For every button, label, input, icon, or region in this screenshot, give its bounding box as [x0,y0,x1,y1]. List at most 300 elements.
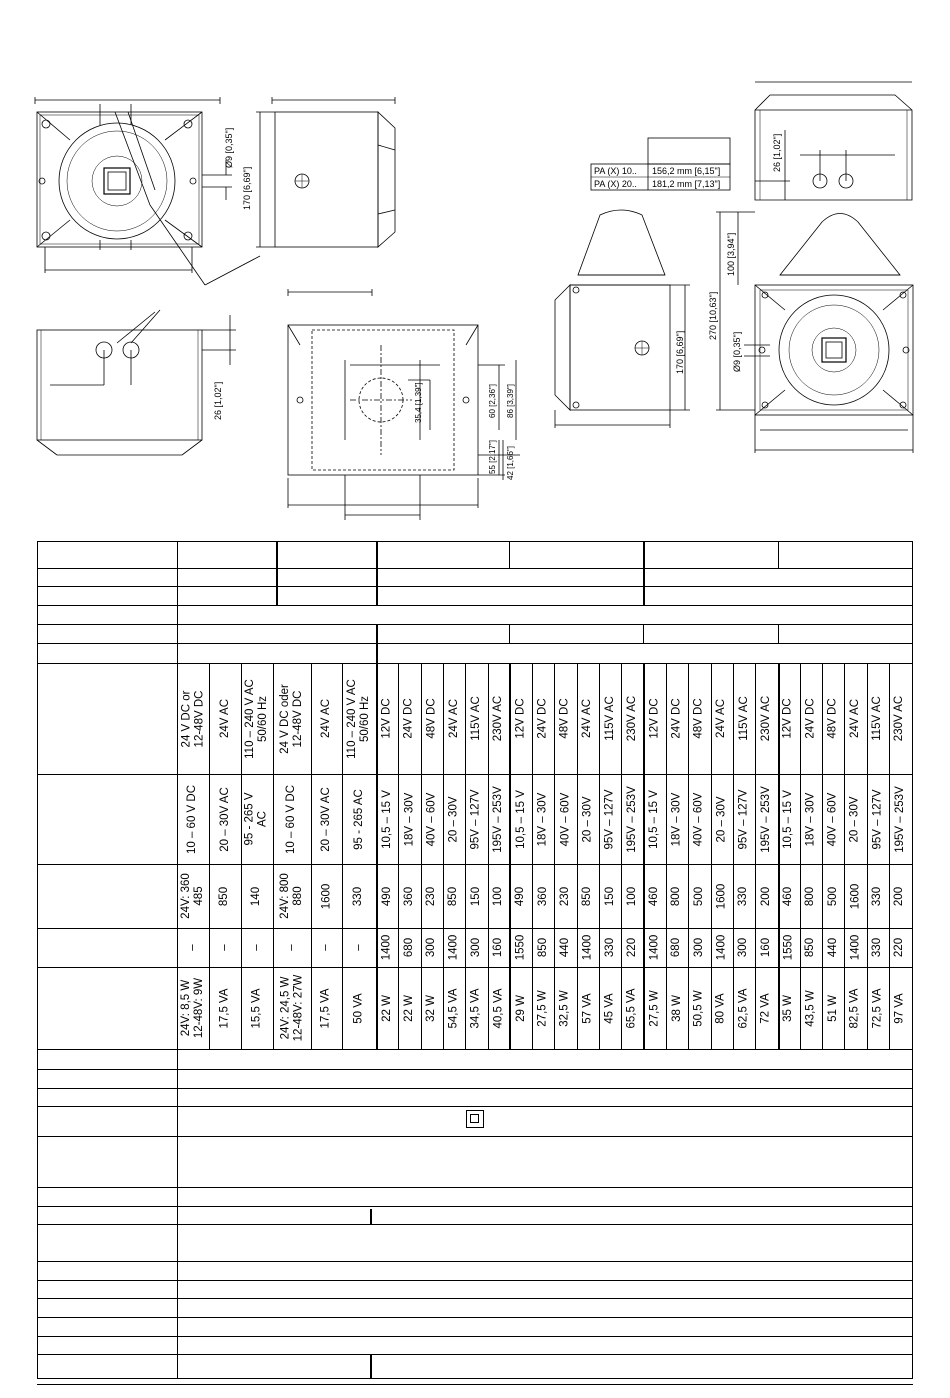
cell-text: 48V DC [692,698,705,739]
table-cell-inrush [577,928,599,967]
table-cell-power [889,967,911,1049]
table-cell-inrush [421,928,443,967]
cell-text: 10,5 – 15 V [648,789,661,849]
cell-text: 360 [402,886,415,906]
sounder-side-view-drawing [555,210,690,428]
table-cell-current [867,864,889,928]
cell-text: 24V DC [804,698,817,739]
table-row-line [37,1049,913,1050]
table-cell-range [621,774,643,864]
table-cell-inrush [688,928,710,967]
table-cell-current [688,864,710,928]
specifications-table [37,541,913,1379]
cell-text: 48V DC [559,698,572,739]
table-cell-voltage [711,663,733,774]
cell-text: – [250,944,263,951]
table-cell-inrush [342,928,376,967]
table-row-line [37,1088,913,1089]
table-cell-power [800,967,822,1049]
dim-hole-right: Ø9 [0,35"] [732,331,742,372]
cell-text: 20 – 30V [715,795,728,843]
cell-text: 115V AC [871,696,884,741]
table-cell-power [510,967,532,1049]
table-cell-current [733,864,755,928]
cell-text: 18V – 30V [402,792,415,846]
table-cell-power [532,967,554,1049]
cell-text: 24 V DC or 12-48V DC [180,690,206,747]
cell-text: 330 [603,937,616,958]
table-cell-power [777,967,799,1049]
cell-text: 500 [826,886,839,906]
table-cell-inrush [621,928,643,967]
table-cell-power [177,967,209,1049]
table-row-line [37,1261,913,1262]
table-column-line [778,542,779,568]
cell-text: 95V – 127V [603,788,616,850]
table-cell-voltage [733,663,755,774]
cell-text: 32 W [425,994,438,1022]
cell-text: 1400 [848,934,861,961]
cell-text: 40V – 60V [826,792,839,846]
dim-35: 35,4 [1,39"] [414,382,423,423]
cell-text: 220 [625,937,638,958]
table-cell-current [421,864,443,928]
cell-text: 24V AC [848,699,861,738]
table-cell-current [666,864,688,928]
cell-text: 18V – 30V [804,792,817,846]
cell-text: 50 VA [352,992,365,1024]
cell-text: 72 VA [759,992,772,1024]
cell-text: 680 [670,937,683,958]
table-cell-range [844,774,866,864]
table-cell-inrush [844,928,866,967]
cell-text: 230V AC [759,695,772,742]
table-row-line [37,1224,913,1225]
table-cell-power [311,967,342,1049]
table-cell-inrush [666,928,688,967]
table-cell-current [532,864,554,928]
table-cell-inrush [889,928,911,967]
table-cell-power [209,967,241,1049]
protection-class-symbol-icon [466,1110,484,1128]
table-cell-power [599,967,621,1049]
cell-text: 40V – 60V [692,792,705,846]
cell-text: 300 [469,937,482,958]
table-column-line [37,542,38,1378]
cell-text: 95 - 265 V AC [244,792,270,846]
cell-text: 20 – 30V [581,795,594,843]
cell-text: 330 [352,886,365,906]
table-cell-range [644,774,666,864]
cell-text: 17,5 VA [320,987,333,1029]
cell-text: 35 W [782,994,795,1022]
table-cell-range [421,774,443,864]
cell-text: 300 [425,937,438,958]
table-row-line [37,568,913,569]
cell-text: 12V DC [782,698,795,739]
dim-height-side-right: 170 [6,69"] [675,330,685,374]
cell-text: 230V AC [625,695,638,742]
table-row-line [37,1136,913,1137]
dim-hole-front: Ø9 [0,35"] [224,127,234,168]
cell-text: 50,5 W [692,989,705,1027]
table-row-line [37,1187,913,1188]
cell-text: – [352,944,365,951]
table-cell-current [465,864,487,928]
cell-text: 1400 [648,934,661,961]
technical-drawings [0,0,950,530]
table-cell-inrush [822,928,844,967]
cell-text: – [186,944,199,951]
cell-text: 220 [893,937,906,958]
cell-text: 43,5 W [804,989,817,1027]
table-cell-voltage [465,663,487,774]
table-column-line [370,1354,372,1378]
table-cell-range [800,774,822,864]
table-cell-range [488,774,510,864]
table-cell-range [666,774,688,864]
table-cell-current [800,864,822,928]
table-cell-inrush [177,928,209,967]
cell-text: 500 [692,886,705,906]
cell-text: 490 [514,886,527,906]
cell-text: 150 [469,886,482,906]
table-cell-voltage [421,663,443,774]
table-cell-voltage [443,663,465,774]
cell-text: 460 [782,886,795,906]
cell-text: 20 – 30V AC [320,786,333,852]
cell-text: 72,5 VA [871,987,884,1029]
table-row-line [37,1354,913,1355]
cell-text: – [320,944,332,951]
table-cell-power [822,967,844,1049]
table-cell-range [342,774,376,864]
dim-270: 270 [10,63"] [708,291,718,340]
table-cell-current [376,864,398,928]
table-cell-current [755,864,777,928]
table-cell-power [342,967,376,1049]
table-cell-range [376,774,398,864]
table-cell-voltage [621,663,643,774]
table-cell-inrush [733,928,755,967]
table-row-line [37,1069,913,1070]
cell-text: 160 [759,937,772,958]
table-row-line [37,586,913,587]
cell-text: 195V – 253V [492,785,505,853]
cell-text: 110 – 240 V AC 50/60 Hz [346,678,371,759]
cell-text: 1400 [380,934,393,961]
table-cell-power [273,967,311,1049]
cell-text: 1400 [715,934,728,961]
table-row-line [37,1336,913,1337]
cell-text: 10 – 60 V DC [285,784,298,854]
table-cell-power [554,967,576,1049]
cell-text: 330 [871,886,884,906]
table-column-line [376,542,378,605]
cell-text: 20 – 30V AC [218,786,231,852]
variant-1-model: PA (X) 10.. [594,166,637,176]
cell-text: 24V AC [715,699,728,738]
cell-text: 195V – 253V [893,785,906,853]
table-column-line [509,542,510,568]
table-cell-inrush [241,928,273,967]
dim-bottom-height: 26 [1,02"] [213,381,223,420]
table-cell-voltage [889,663,911,774]
table-cell-current [577,864,599,928]
table-cell-power [577,967,599,1049]
table-cell-power [844,967,866,1049]
table-cell-current [488,864,510,928]
table-cell-inrush [273,928,311,967]
cell-text: 38 W [670,994,683,1022]
table-cell-current [311,864,342,928]
cell-text: 18V – 30V [536,792,549,846]
cell-text: 65,5 VA [625,987,638,1029]
cell-text: 29 W [514,994,527,1022]
variant-2-model: PA (X) 20.. [594,179,637,189]
table-cell-current [443,864,465,928]
table-cell-inrush [644,928,666,967]
cell-text: 80 VA [715,992,728,1024]
cell-text: 22 W [402,994,415,1022]
cell-text: 300 [692,937,705,958]
cell-text: 45 VA [603,992,616,1024]
cell-text: 62,5 VA [737,987,750,1029]
table-cell-inrush [510,928,532,967]
table-cell-current [711,864,733,928]
cell-text: 24V: 8,5 W 12-48V: 9W [180,977,206,1039]
cell-text: 230V AC [893,695,906,742]
cell-text: 34,5 VA [469,987,482,1029]
table-cell-range [241,774,273,864]
table-row-line [37,605,913,606]
table-cell-range [711,774,733,864]
table-row-line [37,1317,913,1318]
table-cell-inrush [599,928,621,967]
cell-text: 24V AC [320,699,332,738]
cell-text: 100 [492,886,505,906]
cell-text: 24V DC [402,698,415,739]
table-cell-current [177,864,209,928]
table-cell-inrush [209,928,241,967]
cell-text: 1600 [320,883,332,909]
table-cell-inrush [711,928,733,967]
cell-text: 150 [603,886,616,906]
table-cell-voltage [398,663,420,774]
table-cell-range [554,774,576,864]
cell-text: 24V: 24,5 W 12-48V: 27W [279,974,305,1042]
cell-text: 195V – 253V [759,785,772,853]
cell-text: 82,5 VA [848,987,861,1029]
table-cell-range [177,774,209,864]
dim-55: 55 [2,17"] [488,440,497,474]
table-cell-current [644,864,666,928]
table-cell-voltage [177,663,209,774]
dim-42: 42 [1,66"] [506,446,515,480]
table-column-line [778,624,779,643]
table-cell-voltage [666,663,688,774]
cell-text: 1400 [581,934,594,961]
table-cell-inrush [777,928,799,967]
table-column-line [370,1209,372,1224]
table-cell-inrush [488,928,510,967]
table-row-line [37,1206,913,1207]
table-cell-range [510,774,532,864]
table-cell-current [510,864,532,928]
table-cell-power [666,967,688,1049]
footer-line [37,1384,913,1385]
cell-text: 24V AC [218,699,231,738]
dim-60: 60 [2,36"] [488,384,497,418]
table-cell-voltage [800,663,822,774]
table-cell-range [465,774,487,864]
dim-100: 100 [3,94"] [726,232,736,276]
cell-text: 95V – 127V [469,788,482,850]
table-cell-current [398,864,420,928]
table-cell-inrush [532,928,554,967]
table-cell-voltage [311,663,342,774]
cell-text: 110 – 240 V AC 50/60 Hz [244,678,269,759]
cell-text: 330 [737,886,750,906]
cell-text: 54,5 VA [447,987,460,1029]
cell-text: 230V AC [492,695,505,742]
table-cell-range [889,774,911,864]
sounder-front-view-drawing [716,212,913,453]
table-cell-voltage [688,663,710,774]
table-cell-current [777,864,799,928]
cell-text: 850 [804,937,817,958]
table-cell-range [443,774,465,864]
cell-text: 95V – 127V [737,788,750,850]
table-cell-power [398,967,420,1049]
cell-text: 800 [804,886,817,906]
side-view-drawing [256,97,395,247]
cell-text: 24V: 360 485 [180,873,205,919]
cell-text: 230 [425,886,438,906]
cell-text: 330 [871,937,884,958]
cell-text: 10 – 60 V DC [186,784,199,854]
cell-text: 20 – 30V [848,795,861,843]
table-row-line [37,1298,913,1299]
cell-text: 17,5 VA [218,987,231,1029]
cell-text: 40V – 60V [559,792,572,846]
table-cell-power [711,967,733,1049]
table-cell-voltage [273,663,311,774]
table-cell-range [777,774,799,864]
bottom-view-drawing [37,310,236,455]
cell-text: 95 - 265 AC [352,788,365,850]
cell-text: 460 [648,886,661,906]
table-cell-current [209,864,241,928]
table-cell-inrush [867,928,889,967]
table-cell-power [376,967,398,1049]
table-cell-power [688,967,710,1049]
table-cell-voltage [510,663,532,774]
table-column-line [912,542,913,1378]
cell-text: 1600 [848,883,861,909]
cell-text: – [285,944,298,951]
cell-text: – [218,944,231,951]
table-cell-voltage [342,663,376,774]
cell-text: 12V DC [648,698,661,739]
table-cell-range [822,774,844,864]
table-cell-range [532,774,554,864]
table-cell-voltage [644,663,666,774]
cell-text: 32,5 W [559,989,572,1027]
table-column-line [643,624,644,643]
variant-2-size: 181,2 mm [7,13"] [652,179,721,189]
table-cell-current [342,864,376,928]
table-cell-voltage [755,663,777,774]
cell-text: 48V DC [425,698,438,739]
cell-text: 1550 [782,934,795,961]
table-cell-range [867,774,889,864]
cell-text: 140 [250,886,263,906]
cell-text: 850 [536,937,549,958]
cell-text: 12V DC [514,698,527,739]
cell-text: 115V AC [603,696,616,741]
cell-text: 24V AC [581,699,594,738]
dim-height-side: 170 [6,69"] [242,166,252,210]
table-cell-voltage [488,663,510,774]
dim-86: 86 [3,39"] [506,384,515,418]
cell-text: 24V: 800 880 [279,873,304,919]
table-cell-inrush [465,928,487,967]
table-cell-range [311,774,342,864]
cell-text: 850 [447,886,460,906]
table-cell-current [822,864,844,928]
table-cell-inrush [376,928,398,967]
table-cell-current [844,864,866,928]
table-row-line [37,624,913,625]
cell-text: 27,5 W [536,989,549,1027]
cell-text: 48V DC [826,698,839,739]
cell-text: 95V – 127V [871,788,884,850]
table-cell-power [733,967,755,1049]
table-column-line [276,542,278,605]
cell-text: 24V DC [536,698,549,739]
table-cell-range [273,774,311,864]
table-row-line [37,1106,913,1107]
cell-text: 230 [559,886,572,906]
cell-text: 200 [759,886,772,906]
table-cell-power [241,967,273,1049]
table-cell-inrush [398,928,420,967]
front-view-drawing [35,97,260,285]
cell-text: 1400 [447,934,460,961]
cell-text: 440 [559,937,572,958]
cell-text: 10,5 – 15 V [782,789,795,849]
table-cell-current [241,864,273,928]
table-cell-range [398,774,420,864]
table-cell-voltage [209,663,241,774]
table-cell-current [889,864,911,928]
table-cell-voltage [777,663,799,774]
table-cell-voltage [532,663,554,774]
cell-text: 10,5 – 15 V [380,789,393,849]
cell-text: 40,5 VA [492,987,505,1029]
cell-text: 24V AC [447,699,460,738]
table-cell-inrush [443,928,465,967]
table-cell-voltage [376,663,398,774]
cell-text: 15,5 VA [250,987,263,1029]
table-cell-voltage [241,663,273,774]
table-cell-range [688,774,710,864]
table-cell-voltage [577,663,599,774]
variant-1-size: 156,2 mm [6,15"] [652,166,721,176]
cell-text: 115V AC [469,696,482,741]
table-cell-voltage [867,663,889,774]
